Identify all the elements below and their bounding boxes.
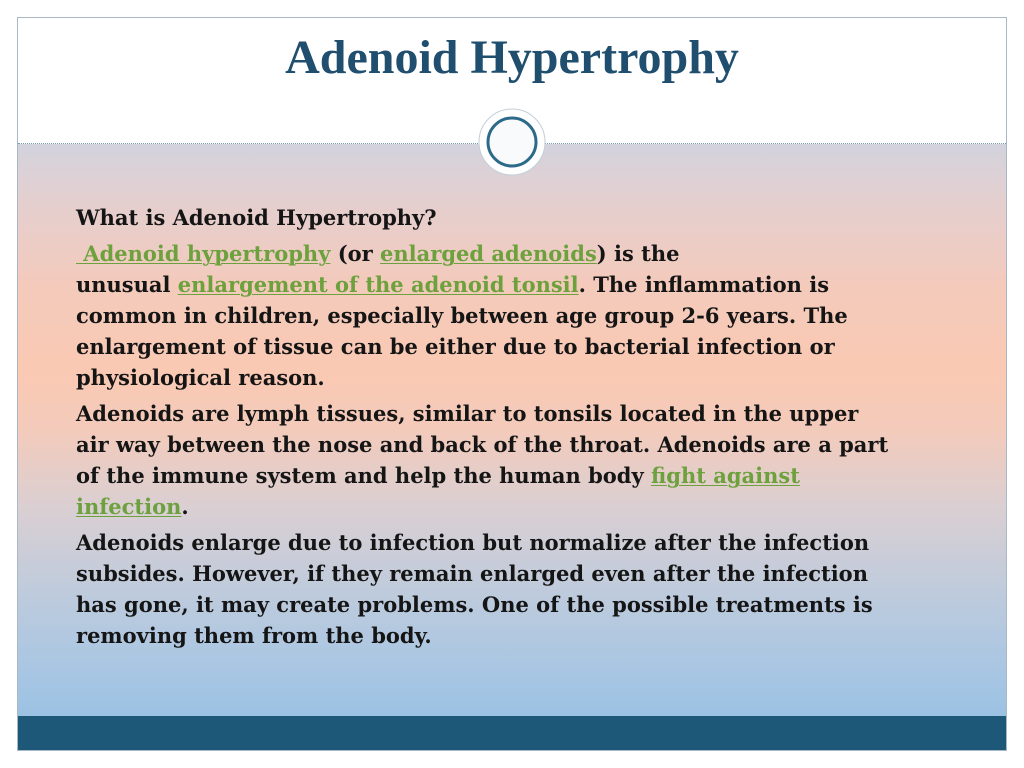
link-enlarged-adenoids[interactable]: enlarged adenoids: [380, 241, 597, 266]
body-text: Adenoids enlarge due to infection but normalize after the infection: [76, 530, 870, 555]
text-line: [76, 527, 869, 558]
text-line: [76, 331, 835, 362]
text-line: [76, 620, 432, 651]
link-enlargement-of-adenoid-tonsil[interactable]: enlargement of the adenoid tonsil: [177, 272, 579, 297]
body-text: of the immune system and help the human body: [76, 463, 651, 488]
text-line: [76, 202, 437, 233]
body-text: (or: [330, 241, 381, 266]
footer-bar: [18, 716, 1006, 750]
slide: [17, 17, 1007, 751]
body-text: .: [181, 494, 189, 519]
circle-ornament-icon: [476, 106, 548, 178]
body-text: Adenoids are lymph tissues, similar to tonsils located in the upper: [76, 401, 859, 426]
body-text: enlargement of tissue can be either due to bacterial infection or: [76, 334, 835, 359]
slide-body: [76, 202, 888, 651]
text-line: [76, 362, 325, 393]
body-text: common in children, especially between age group 2-6 years. The: [76, 303, 848, 328]
paragraph-treatment: [76, 527, 888, 651]
question-heading: What is Adenoid Hypertrophy?: [76, 205, 437, 230]
body-text: unusual: [76, 272, 178, 297]
text-line: [76, 558, 868, 589]
text-line: [76, 238, 679, 269]
link-adenoid-hypertrophy[interactable]: Adenoid hypertrophy: [76, 241, 331, 266]
question-heading-block: [76, 202, 888, 233]
paragraph-definition: [76, 238, 888, 393]
body-text: removing them from the body.: [76, 623, 432, 648]
body-text: subsides. However, if they remain enlarged even after the infection: [76, 561, 868, 586]
text-line: [76, 398, 858, 429]
link-fight-against-infection[interactable]: infection: [76, 494, 182, 519]
paragraph-lymph-tissues: [76, 398, 888, 522]
body-text: has gone, it may create problems. One of the possible treatments is: [76, 592, 873, 617]
text-line: [76, 589, 873, 620]
text-line: [76, 300, 848, 331]
body-text: ) is the: [596, 241, 680, 266]
body-text: . The inflammation is: [578, 272, 830, 297]
body-text: air way between the nose and back of the throat. Adenoids are a part: [76, 432, 889, 457]
text-line: [76, 460, 800, 491]
link-fight-against-infection[interactable]: fight against: [651, 463, 800, 488]
text-line: [76, 429, 888, 460]
text-line: [76, 491, 189, 522]
slide-title: Adenoid Hypertrophy: [285, 31, 739, 84]
text-line: [76, 269, 829, 300]
body-text: physiological reason.: [76, 365, 325, 390]
